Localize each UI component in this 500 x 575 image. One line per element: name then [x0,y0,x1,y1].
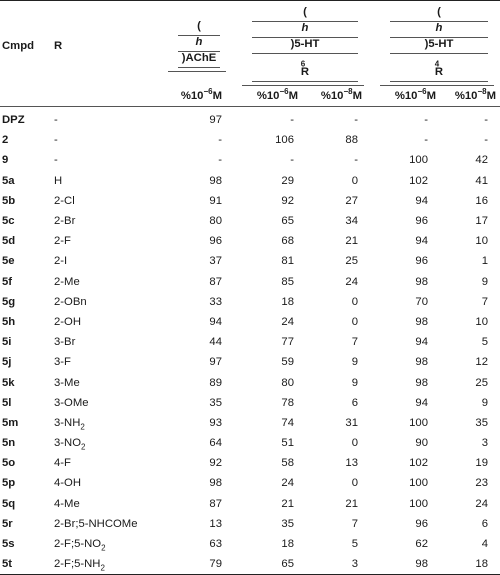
cell-cmpd: 5l [2,396,12,409]
cell-ht6-1e-8: 88 [345,134,358,147]
cell-cmpd: 5f [2,275,13,288]
table-row [0,130,500,150]
cell-cmpd: 5e [2,255,15,268]
cell-ht4-1e-6: 62 [415,538,428,551]
cell-ache: 13 [209,517,222,530]
cell-ache: 87 [209,275,222,288]
table-row [0,211,500,231]
cell-ht6-1e-6: 35 [281,517,294,530]
cell-ht4-1e-6: 98 [370,554,440,575]
cell-ht6-1e-8: 6 [351,396,358,409]
cell-ht6-1e-6: 29 [281,174,294,187]
cell-ht4-1e-6: 90 [415,437,428,450]
cell-ache: 87 [209,497,222,510]
cell-ht4-1e-6: 96 [415,215,428,228]
cell-ht6-1e-8: 9 [351,376,358,389]
cell-ht4-1e-8: 42 [475,154,488,167]
cell-r: 2-Cl [54,194,75,207]
cell-ache: 33 [209,295,222,308]
cell-cmpd: 5a [2,174,15,187]
cell-ht4-1e-8: 18 [440,554,500,575]
cell-ht4-1e-6: 98 [415,356,428,369]
table-row [0,272,500,292]
cell-ache: - [218,154,222,167]
table-body [0,107,500,575]
header-row-2 [0,86,500,107]
cell-ht6-1e-6: 21 [281,497,294,510]
cell-r: 2-Br [54,215,76,228]
cell-ht6-1e-6: 80 [281,376,294,389]
subheader-ache: $\%10^{-6}M$ [158,86,232,107]
table-row [0,534,500,554]
cell-ht4-1e-8: 16 [475,194,488,207]
table-row [0,352,500,372]
cell-ht4-1e-8: 4 [481,538,488,551]
cell-ht4-1e-6: 94 [415,235,428,248]
cell-r: 3-Me [54,376,80,389]
header-5ht4r: ( h )5-HT $_4$ R [370,1,500,87]
cell-ht6-1e-6: 81 [281,255,294,268]
cell-ht4-1e-6: 98 [415,275,428,288]
cell-ht6-1e-8: - [354,114,358,127]
subheader-ht6-6: $\%10^{-6}M$ [232,86,304,107]
header-cmpd: Cmpd [2,40,35,52]
cell-ache: 98 [209,477,222,490]
cell-ache: 98 [209,174,222,187]
cell-ht4-1e-8: - [484,114,488,127]
table-row [0,292,500,312]
table-row [0,191,500,211]
cell-ht4-1e-6: 94 [415,194,428,207]
cell-cmpd: 5t [0,554,52,575]
cell-ht6-1e-6: 18 [281,538,294,551]
cell-cmpd: DPZ [2,114,25,127]
cell-cmpd: 5g [2,295,16,308]
cell-ht6-1e-6: 51 [281,437,294,450]
cell-ht4-1e-8: 7 [481,295,488,308]
cell-ht4-1e-6: 100 [409,477,428,490]
cell-r: 3-Br [54,336,76,349]
cell-cmpd: 5r [2,517,13,530]
cell-r: 2-F [54,235,71,248]
cell-ht6-1e-8: 3 [304,554,370,575]
cell-ht6-1e-8: 21 [345,497,358,510]
cell-ht6-1e-6: 65 [232,554,304,575]
table-row [0,231,500,251]
header-row-1 [0,1,500,87]
table-row [0,554,500,575]
cell-ht6-1e-6: 65 [281,215,294,228]
table-row [0,312,500,332]
table-row [0,413,500,433]
table-row [0,453,500,473]
cell-ht6-1e-6: 24 [281,315,294,328]
cell-ht4-1e-8: 1 [481,255,488,268]
cell-ht6-1e-6: 78 [281,396,294,409]
cell-ache: 89 [209,376,222,389]
cell-ht4-1e-8: 12 [475,356,488,369]
cell-ht4-1e-8: 10 [475,235,488,248]
cell-r: - [54,114,58,127]
cell-ht4-1e-8: - [484,134,488,147]
cell-ht6-1e-8: 34 [345,215,358,228]
cell-ache: 44 [209,336,222,349]
cell-cmpd: 5q [2,497,16,510]
cell-ht6-1e-8: 0 [351,315,358,328]
header-ache: ( h )AChE [158,1,232,87]
table-row [0,171,500,191]
cell-ht6-1e-6: 18 [281,295,294,308]
cell-ht6-1e-8: 25 [345,255,358,268]
cell-ht4-1e-8: 23 [475,477,488,490]
table-row [0,473,500,493]
cell-ht6-1e-8: 31 [345,416,358,429]
cell-ht4-1e-8: 3 [481,437,488,450]
cell-r: 4-F [54,457,71,470]
cell-ht4-1e-8: 6 [481,517,488,530]
cell-ht6-1e-8: 27 [345,194,358,207]
cell-ht4-1e-6: 96 [415,517,428,530]
cell-cmpd: 5d [2,235,16,248]
cell-r: 3-OMe [54,396,89,409]
cell-r: H [54,174,63,187]
table-row [0,251,500,271]
cell-ht4-1e-8: 25 [475,376,488,389]
cell-ht4-1e-8: 35 [475,416,488,429]
cell-ht4-1e-6: 98 [415,315,428,328]
cell-ache: 97 [209,356,222,369]
header-5ht6r: ( h )5-HT $_6$ R [232,1,370,87]
cell-ht4-1e-8: 9 [481,275,488,288]
cell-ht6-1e-8: - [354,154,358,167]
cell-ht6-1e-6: 77 [281,336,294,349]
cell-cmpd: 5m [2,416,19,429]
cell-ache: 63 [209,538,222,551]
cell-ht4-1e-6: - [424,114,428,127]
header-r: R [54,40,63,52]
subheader-ht6-8: $\%10^{-8}M$ [304,86,370,107]
cell-r: 2-Br;5-NHCOMe [54,517,138,530]
cell-cmpd: 5k [2,376,15,389]
cell-ht4-1e-6: 70 [415,295,428,308]
cell-r: $3-NH_2$ [54,416,85,432]
cell-cmpd: 5n [2,437,16,450]
table-row [0,494,500,514]
cell-ht4-1e-6: 94 [415,396,428,409]
cell-cmpd: 2 [2,134,9,147]
table-row [0,514,500,534]
cell-cmpd: 5o [2,457,16,470]
cell-ht6-1e-8: 21 [345,235,358,248]
cell-ht6-1e-8: 24 [345,275,358,288]
cell-ht4-1e-6: 100 [409,497,428,510]
cell-ht6-1e-6: 92 [281,194,294,207]
cell-r: - [54,134,58,147]
cell-ht4-1e-6: 96 [415,255,428,268]
cell-r: 3-F [54,356,71,369]
cell-ache: 93 [209,416,222,429]
cell-ht6-1e-8: 0 [351,477,358,490]
subheader-ht4-6: $\%10^{-6}M$ [370,86,440,107]
cell-r: 2-I [54,255,68,268]
subheader-ht4-8: $\%10^{-8}M$ [440,86,500,107]
cell-ache: 64 [209,437,222,450]
cell-ache: 37 [209,255,222,268]
cell-ache: 92 [209,457,222,470]
table-row [0,332,500,352]
cell-cmpd: 5j [2,356,12,369]
cell-ht4-1e-8: 10 [475,315,488,328]
cell-ht4-1e-6: 94 [415,336,428,349]
cell-ht4-1e-6: 102 [409,457,428,470]
table-row [0,433,500,453]
cell-ht6-1e-6: 59 [281,356,294,369]
cell-ht6-1e-6: 58 [281,457,294,470]
cell-r: $2-F;5-NO_2$ [54,538,106,553]
cell-cmpd: 5b [2,194,16,207]
cell-ht6-1e-8: 5 [351,538,358,551]
cell-ht4-1e-8: 17 [475,215,488,228]
cell-cmpd: 5p [2,477,16,490]
cell-ht4-1e-6: 100 [409,416,428,429]
table-row [0,372,500,392]
cell-ht6-1e-6: 106 [275,134,294,147]
cell-ht6-1e-8: 9 [351,356,358,369]
cell-cmpd: 5s [2,538,15,551]
cell-ache: 97 [209,114,222,127]
cell-ht4-1e-6: 98 [415,376,428,389]
cell-ache: 79 [158,554,232,575]
cell-ache: - [218,134,222,147]
cell-cmpd: 9 [2,154,9,167]
cell-ache: 80 [209,215,222,228]
cell-ht4-1e-8: 41 [475,174,488,187]
cell-ht6-1e-6: 74 [281,416,294,429]
cell-ache: 91 [209,194,222,207]
cell-ht6-1e-6: 68 [281,235,294,248]
table-row [0,150,500,170]
cell-cmpd: 5c [2,215,15,228]
cell-ache: 96 [209,235,222,248]
cell-ht6-1e-8: 0 [351,437,358,450]
cell-ht4-1e-6: - [424,134,428,147]
cell-ht4-1e-8: 5 [481,336,488,349]
cell-cmpd: 5h [2,315,16,328]
cell-r: $3-NO_2$ [54,437,86,452]
cell-r: - [54,154,58,167]
cell-ache: 35 [209,396,222,409]
cell-r: 2-Me [54,275,80,288]
cell-ht6-1e-6: - [290,154,294,167]
cell-ht4-1e-6: 100 [409,154,428,167]
cell-ht6-1e-8: 7 [351,517,358,530]
table-row [0,393,500,413]
cell-ht6-1e-8: 0 [351,295,358,308]
cell-ht4-1e-8: 9 [481,396,488,409]
cell-ht6-1e-8: 13 [345,457,358,470]
cell-ache: 94 [209,315,222,328]
cell-cmpd: 5i [2,336,12,349]
cell-ht6-1e-6: 85 [281,275,294,288]
cell-ht6-1e-6: 24 [281,477,294,490]
table-row [0,107,500,131]
cell-ht6-1e-6: - [290,114,294,127]
cell-ht4-1e-8: 19 [475,457,488,470]
cell-r: 4-Me [54,497,80,510]
cell-ht6-1e-8: 7 [351,336,358,349]
cell-ht4-1e-8: 24 [475,497,488,510]
cell-r: 2-OBn [54,295,87,308]
cell-r: 4-OH [54,477,81,490]
cell-ht4-1e-6: 102 [409,174,428,187]
cell-r: $2-F;5-NH_2$ [52,554,158,575]
cell-ht6-1e-8: 0 [351,174,358,187]
cell-r: 2-OH [54,315,81,328]
